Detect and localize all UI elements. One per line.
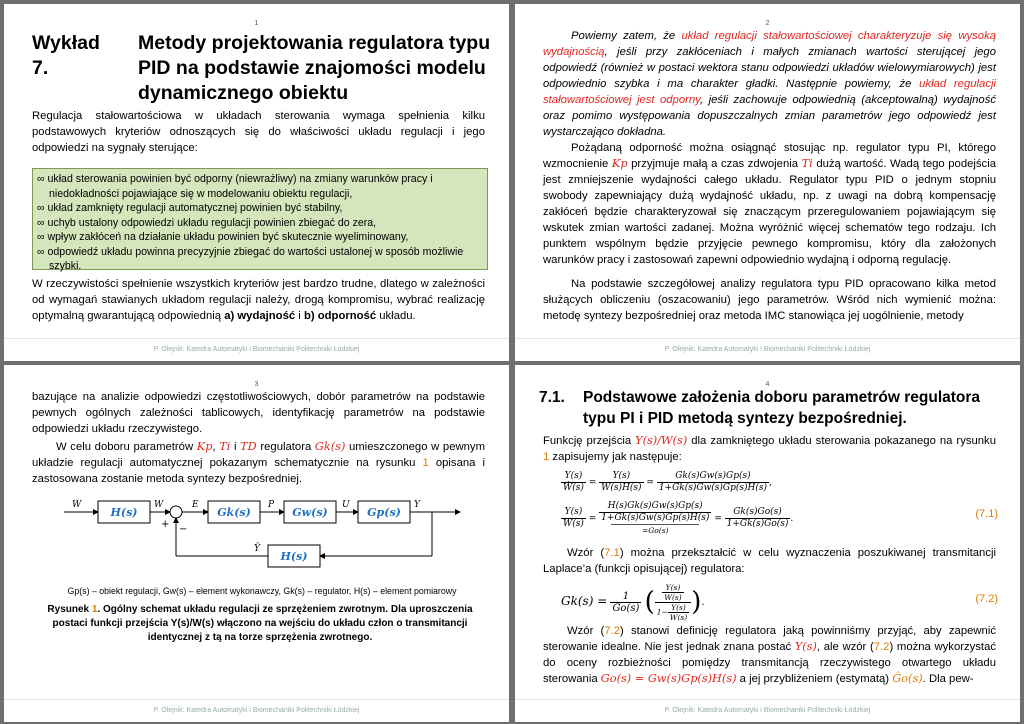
definition-paragraph: Powiemy zatem, że układ regulacji stałowartościowej charakteryzuje się wysoką wydajnością, jeśli przy zakłóceniach i małych zmianach wartości sterującej jego odpowiedź (również w postaci wektora stanu odpowiedzi układów wielowymiarowych) jest odpowiednio szybka i ma charakter gładki. Następnie powiemy, że układ regulacji stałowartościowej jest odporny, jeśli zachowuje odpowiednią (akceptowalną) wydajność oraz pomimo występowania dopuszczalnych zmian parametrów jego odpowiedź jest wystarczająco dokładna. [543, 30, 997, 138]
equation-number: (7.2) [975, 593, 998, 605]
definition-paragraph: Wzór (7.2) stanowi definicję regulatora jaką powinniśmy przyjąć, aby zapewnić sterowanie idealne. Nie jest jednak znana postać Y(s), ale wzór (7.2) można wykorzystać do oceny rozbieżności pomiędzy transmitancją rzeczywistego otwartego układu sterowania Go(s) = Gw(s)Gp(s)H(s) a jej przybliżeniem (estymatą) Ĝo(s). Dla pew- [543, 625, 997, 685]
page-footer: P. Olejnik: Katedra Automatyki i Biomechaniki Politechniki Łódzkiej [515, 699, 1020, 722]
criteria-item: ∞ układ zamknięty regulacji automatycznej powinien być stabilny, [37, 202, 343, 214]
parameters-paragraph: W celu doboru parametrów Kp, Ti i TD regulatora Gk(s) umieszczonego w pewnym układzie regulacji automatycznej pokazanym schematycznie na rysunku 1 opisana i zastosowana zostanie metoda syntezy bezpośredniej. [32, 440, 486, 485]
page-number: 4 [765, 381, 770, 388]
page-footer: P. Olejnik: Katedra Automatyki i Biomechaniki Politechniki Łódzkiej [515, 338, 1020, 361]
methods-paragraph: Na podstawie szczegółowej analizy regulatora typu PID opracowano kilka metod służących obliczeniu (oszacowaniu) jego parametrów. Wśród nich wymienić można: metodę syntezy bezpośredniej oraz metoda IMC stanowiąca jej uogólnienie, metody [543, 278, 996, 322]
block-gp-label: Gp(s) [367, 506, 401, 519]
page-1 [4, 4, 509, 361]
page-number: 3 [254, 381, 259, 388]
label-minus: − [179, 524, 188, 535]
figure-caption: Rysunek 1. Ogólny schemat układu regulacji ze sprzężeniem zwrotnym. Dla uproszczenia postaci funkcji przejścia Y(s)/W(s) włączono na wejściu do układu człon o transmitancji identycznej z tą na torze sprzężenia zwrotnego. [47, 604, 473, 643]
page-footer: P. Olejnik: Katedra Automatyki i Biomechaniki Politechniki Łódzkiej [4, 338, 509, 361]
summing-junction [170, 506, 182, 518]
outro-paragraph: W rzeczywistości spełnienie wszystkich kryteriów jest bardzo trudne, dlatego w zależności od wymagań stawianych układom regulacji należy, drogą kompromisu, wybrać realizację optymalną gwarantującą odpowiednią a) wydajność i b) odporność układu. [32, 278, 485, 322]
criteria-item: ∞ układ sterowania powinien być odporny (niewrażliwy) na zmiany warunków pracy i niedokładności pojawiające się w modelowaniu obiektu regulacji, [37, 173, 433, 200]
criteria-item: ∞ uchyb ustalony odpowiedzi układu regulacji powinien zbiegać do zera, [37, 216, 377, 229]
block-gw-label: Gw(s) [292, 506, 328, 519]
label-y: Y [414, 500, 420, 510]
intro-paragraph: Funkcję przejścia Y(s)/W(s) dla zamkniętego układu sterowania pokazanego na rysunku 1 zapisujemy jak następuje: [543, 434, 996, 463]
transform-paragraph: Wzór (7.1) można przekształcić w celu wyznaczenia poszukiwanej transmitancji Laplace’a (funkcji opisującej) regulatora: [543, 547, 996, 575]
block-h-label: H(s) [110, 506, 138, 519]
lecture-number: Wykład 7. [32, 32, 100, 79]
infinity-bullet-icon: ∞ [37, 231, 45, 243]
continuation-paragraph: bazujące na analizie odpowiedzi częstotliwościowych, dobór parametrów na podstawie pewnych ogólnych zależności tablicowych, identyfikację parametrów na podstawie odpowiedzi układu rzeczywistego. [32, 391, 485, 435]
criteria-item: ∞ wpływ zakłóceń na działanie układu powinien być skutecznie wyeliminowany, [37, 231, 409, 243]
section-title: Podstawowe założenia doboru parametrów regulatora typu PI i PID metodą syntezy bezpośredniej. [583, 389, 981, 427]
equation-1a: $\frac{Y(s)}{Ŵ(s)}$ = $\frac{Y(s)}{W(s)H(s)}$ = $\frac{Gk(s)Gw(s)Gp(s)}{1+Gk(s)Gw(s)Gp(s)H(s)}$ , [563, 471, 772, 493]
equation-1b: $\frac{Y(s)}{W(s)}$ = H(s)Gk(s)Gw(s)Gp(s) 1+Gk(s)Gw(s)Gp(s)H(s) =Go(s) = $\frac{Gk(s)Go(s)}{1+Gk(s)Go(s)}$ . [563, 501, 794, 535]
label-p: P [268, 500, 275, 510]
page-4 [515, 365, 1020, 722]
section-number: 7.1. [539, 389, 565, 406]
label-w-hat: Ŵ [72, 500, 82, 510]
label-w: W [154, 500, 164, 510]
diagram-legend: Gp(s) – obiekt regulacji, Gw(s) – element wykonawczy, Gk(s) – regulator, H(s) – element pomiarowy [67, 586, 457, 596]
criteria-box [32, 168, 488, 270]
infinity-bullet-icon: ∞ [37, 245, 45, 258]
infinity-bullet-icon: ∞ [37, 202, 45, 214]
block-diagram [64, 499, 464, 579]
page-number: 1 [254, 20, 259, 27]
page-footer: P. Olejnik: Katedra Automatyki i Biomechaniki Politechniki Łódzkiej [4, 699, 509, 722]
page-number: 2 [765, 20, 770, 27]
page-2 [515, 4, 1020, 361]
lecture-title: Metody projektowania regulatora typu PID na podstawie znajomości modelu dynamicznego obiektu [138, 32, 491, 104]
robustness-paragraph: Pożądaną odporność można osiągnąć stosując np. regulator typu PI, którego wzmocnienie Kp przyjmuje małą a czas zdwojenia Ti dużą wartość. Wadą tego podejścia jest zmniejszenie wydajności całego układu. Regulator typu PID o jednym stopniu swobody zapewniający dużą wydajność układu, np. z uwagi na dobrą kompensację zakłóceń będzie charakteryzował się znaczącym przeregulowaniem pojawiającym się wskutek zmian wartości zadanej. Można wyróżnić więcej schematów tego rodzaju. Ich punktem wspólnym będzie przyjęcie pewnego kompromisu, który dla założonych warunków pracy i zastosowań zapewni odpowiednio wydajną i odporną regulację. [543, 142, 996, 266]
equation-2: Gk(s) = $\frac{1}{Go(s)}$ ( $\frac{Y(s)}{W(s)}$ 1− $\frac{Y(s)}{W(s)}$ ). [561, 583, 705, 622]
intro-paragraph: Regulacja stałowartościowa w układach sterowania wymaga spełnienia kilku podstawowych kryteriów odnoszących się do właściwości układu regulacji i jego odpowiedzi na sygnały sterujące: [32, 110, 485, 154]
label-plus: + [161, 519, 170, 530]
label-u: U [342, 500, 350, 510]
label-e: E [192, 500, 199, 510]
equation-number: (7.1) [975, 508, 998, 520]
label-y-hat: Ŷ [254, 544, 260, 554]
criteria-item: ∞ odpowiedź układu powinna precyzyjnie zbiegać do wartości ustalonej w sposób możliwie szybki. [37, 245, 464, 272]
block-gk-label: Gk(s) [217, 506, 251, 519]
block-h2-label: H(s) [280, 550, 308, 563]
infinity-bullet-icon: ∞ [37, 173, 45, 185]
infinity-bullet-icon: ∞ [37, 216, 45, 229]
page-3 [4, 365, 509, 722]
